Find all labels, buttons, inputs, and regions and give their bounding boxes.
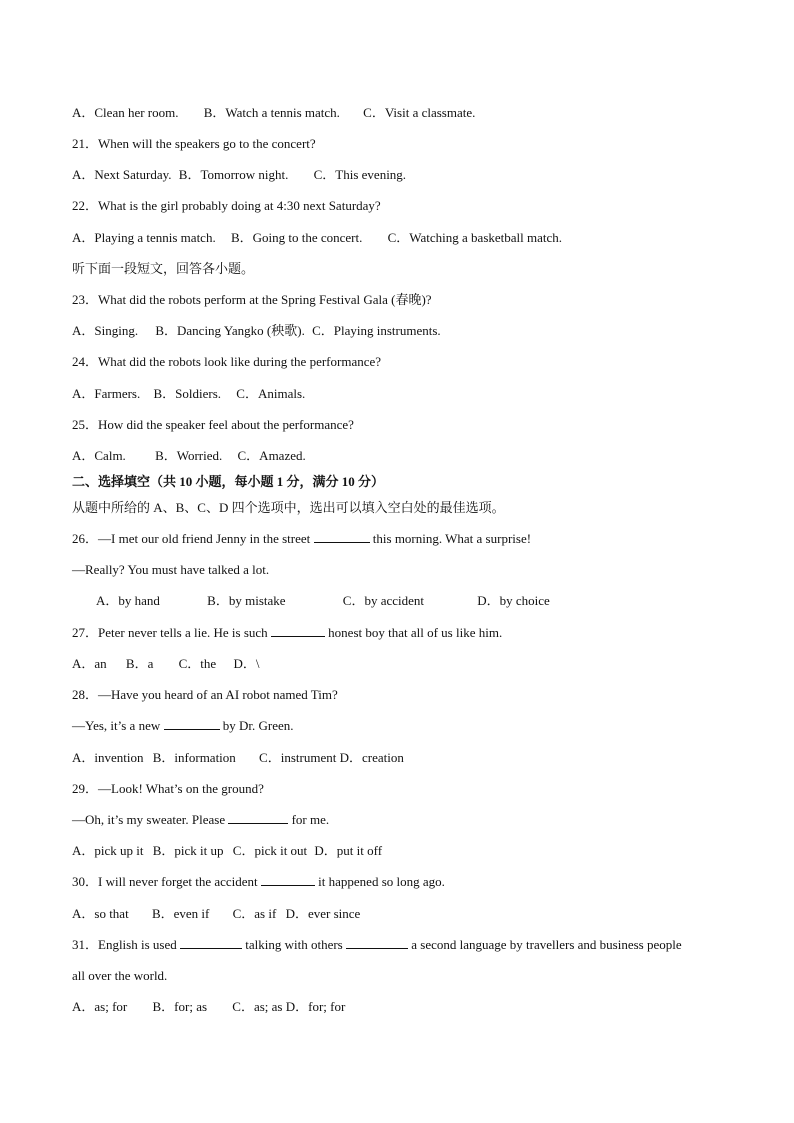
option-a: A．Farmers. xyxy=(72,386,141,401)
option-a: A．as; for xyxy=(72,999,128,1014)
question-text: a second language by travellers and business people xyxy=(411,937,682,952)
option-a: A．Playing a tennis match. xyxy=(72,230,216,245)
options-q30 xyxy=(72,906,360,922)
question-text: it happened so long ago. xyxy=(318,874,445,889)
option-a: A．by hand xyxy=(96,593,160,608)
answer-blank xyxy=(180,937,242,949)
question-text: by Dr. Green. xyxy=(222,718,294,733)
question-31-continued: all over the world. xyxy=(72,968,168,983)
options-q22 xyxy=(72,230,562,246)
question-24: 24．What did the robots look like during the performance? xyxy=(72,354,382,369)
option-a: A．an xyxy=(72,656,107,671)
question-30 xyxy=(72,874,445,890)
option-c: C．Animals. xyxy=(236,386,306,401)
option-c: C．as; as xyxy=(232,999,283,1014)
option-b: B．for; as xyxy=(152,999,208,1014)
option-b: B．Worried. xyxy=(155,448,223,463)
option-a: A．pick up it xyxy=(72,843,144,858)
listening-instruction: 听下面一段短文，回答各小题。 xyxy=(72,261,255,276)
option-a: A．Calm. xyxy=(72,448,126,463)
option-c: C．instrument xyxy=(259,750,337,765)
answer-blank xyxy=(271,625,325,637)
answer-blank xyxy=(346,937,408,949)
answer-blank xyxy=(164,718,220,730)
options-q31 xyxy=(72,999,345,1015)
question-28: 28．—Have you heard of an AI robot named Tim? xyxy=(72,687,338,702)
option-d: D．\ xyxy=(233,656,260,671)
option-c: C．by accident xyxy=(342,593,425,608)
question-27 xyxy=(72,625,502,641)
option-d: D．put it off xyxy=(314,843,383,858)
option-d: D．by choice xyxy=(477,593,550,608)
option-b: B．Going to the concert. xyxy=(230,230,363,245)
option-a: A．Singing. xyxy=(72,323,139,338)
options-q21 xyxy=(72,167,406,183)
question-31 xyxy=(72,937,682,953)
option-b: B．Tomorrow night. xyxy=(178,167,289,182)
options-q28 xyxy=(72,750,404,766)
answer-blank xyxy=(261,874,315,886)
question-26 xyxy=(72,531,531,547)
question-23: 23．What did the robots perform at the Spring Festival Gala (春晚)? xyxy=(72,292,432,307)
option-d: D．creation xyxy=(339,750,404,765)
question-text: honest boy that all of us like him. xyxy=(328,625,503,640)
question-text: —Yes, it’s a new xyxy=(72,718,161,733)
question-text: 27．Peter never tells a lie. He is such xyxy=(72,625,268,640)
question-text: 26．—I met our old friend Jenny in the street xyxy=(72,531,311,546)
options-q26 xyxy=(96,593,550,609)
question-25: 25．How did the speaker feel about the performance? xyxy=(72,417,354,432)
option-b: B．Dancing Yangko (秧歌). xyxy=(155,323,305,338)
option-c: C．Watching a basketball match. xyxy=(387,230,563,245)
answer-blank xyxy=(314,531,370,543)
option-b: B．Soldiers. xyxy=(153,386,222,401)
question-22: 22．What is the girl probably doing at 4:30 next Saturday? xyxy=(72,198,381,213)
option-d: D．for; for xyxy=(285,999,346,1014)
section-heading: 二、选择填空（共 10 小题，每小题 1 分，满分 10 分） xyxy=(72,474,385,489)
option-b: B．a xyxy=(125,656,154,671)
question-29-reply xyxy=(72,812,329,828)
option-a: A．Next Saturday. xyxy=(72,167,172,182)
option-b: B．pick it up xyxy=(152,843,224,858)
option-b: B．information xyxy=(152,750,236,765)
option-b: B．even if xyxy=(151,906,210,921)
option-b: B．Watch a tennis match. xyxy=(203,105,340,120)
options-q20 xyxy=(72,105,475,121)
question-26-reply: —Really? You must have talked a lot. xyxy=(72,562,270,577)
question-text: talking with others xyxy=(245,937,343,952)
option-c: C．the xyxy=(178,656,217,671)
options-q23 xyxy=(72,323,441,339)
option-c: C．Visit a classmate. xyxy=(363,105,476,120)
section-instruction: 从题中所给的 A、B、C、D 四个选项中，选出可以填入空白处的最佳选项。 xyxy=(72,500,505,515)
question-29: 29．—Look! What’s on the ground? xyxy=(72,781,264,796)
option-d: D．ever since xyxy=(285,906,361,921)
question-text: for me. xyxy=(291,812,330,827)
question-text: —Oh, it’s my sweater. Please xyxy=(72,812,226,827)
question-text: this morning. What a surprise! xyxy=(372,531,532,546)
question-text: 30．I will never forget the accident xyxy=(72,874,258,889)
option-b: B．by mistake xyxy=(207,593,286,608)
options-q29 xyxy=(72,843,382,859)
option-c: C．This evening. xyxy=(313,167,407,182)
option-a: A．invention xyxy=(72,750,144,765)
options-q24 xyxy=(72,386,305,402)
question-text: 31．English is used xyxy=(72,937,177,952)
options-q27 xyxy=(72,656,259,672)
option-a: A．Clean her room. xyxy=(72,105,179,120)
option-a: A．so that xyxy=(72,906,129,921)
option-c: C．as if xyxy=(232,906,277,921)
option-c: C．pick it out xyxy=(232,843,308,858)
question-28-reply xyxy=(72,718,294,734)
options-q25 xyxy=(72,448,306,464)
answer-blank xyxy=(228,812,288,824)
option-c: C．Amazed. xyxy=(237,448,306,463)
question-21: 21．When will the speakers go to the concert? xyxy=(72,136,316,151)
option-c: C．Playing instruments. xyxy=(312,323,441,338)
